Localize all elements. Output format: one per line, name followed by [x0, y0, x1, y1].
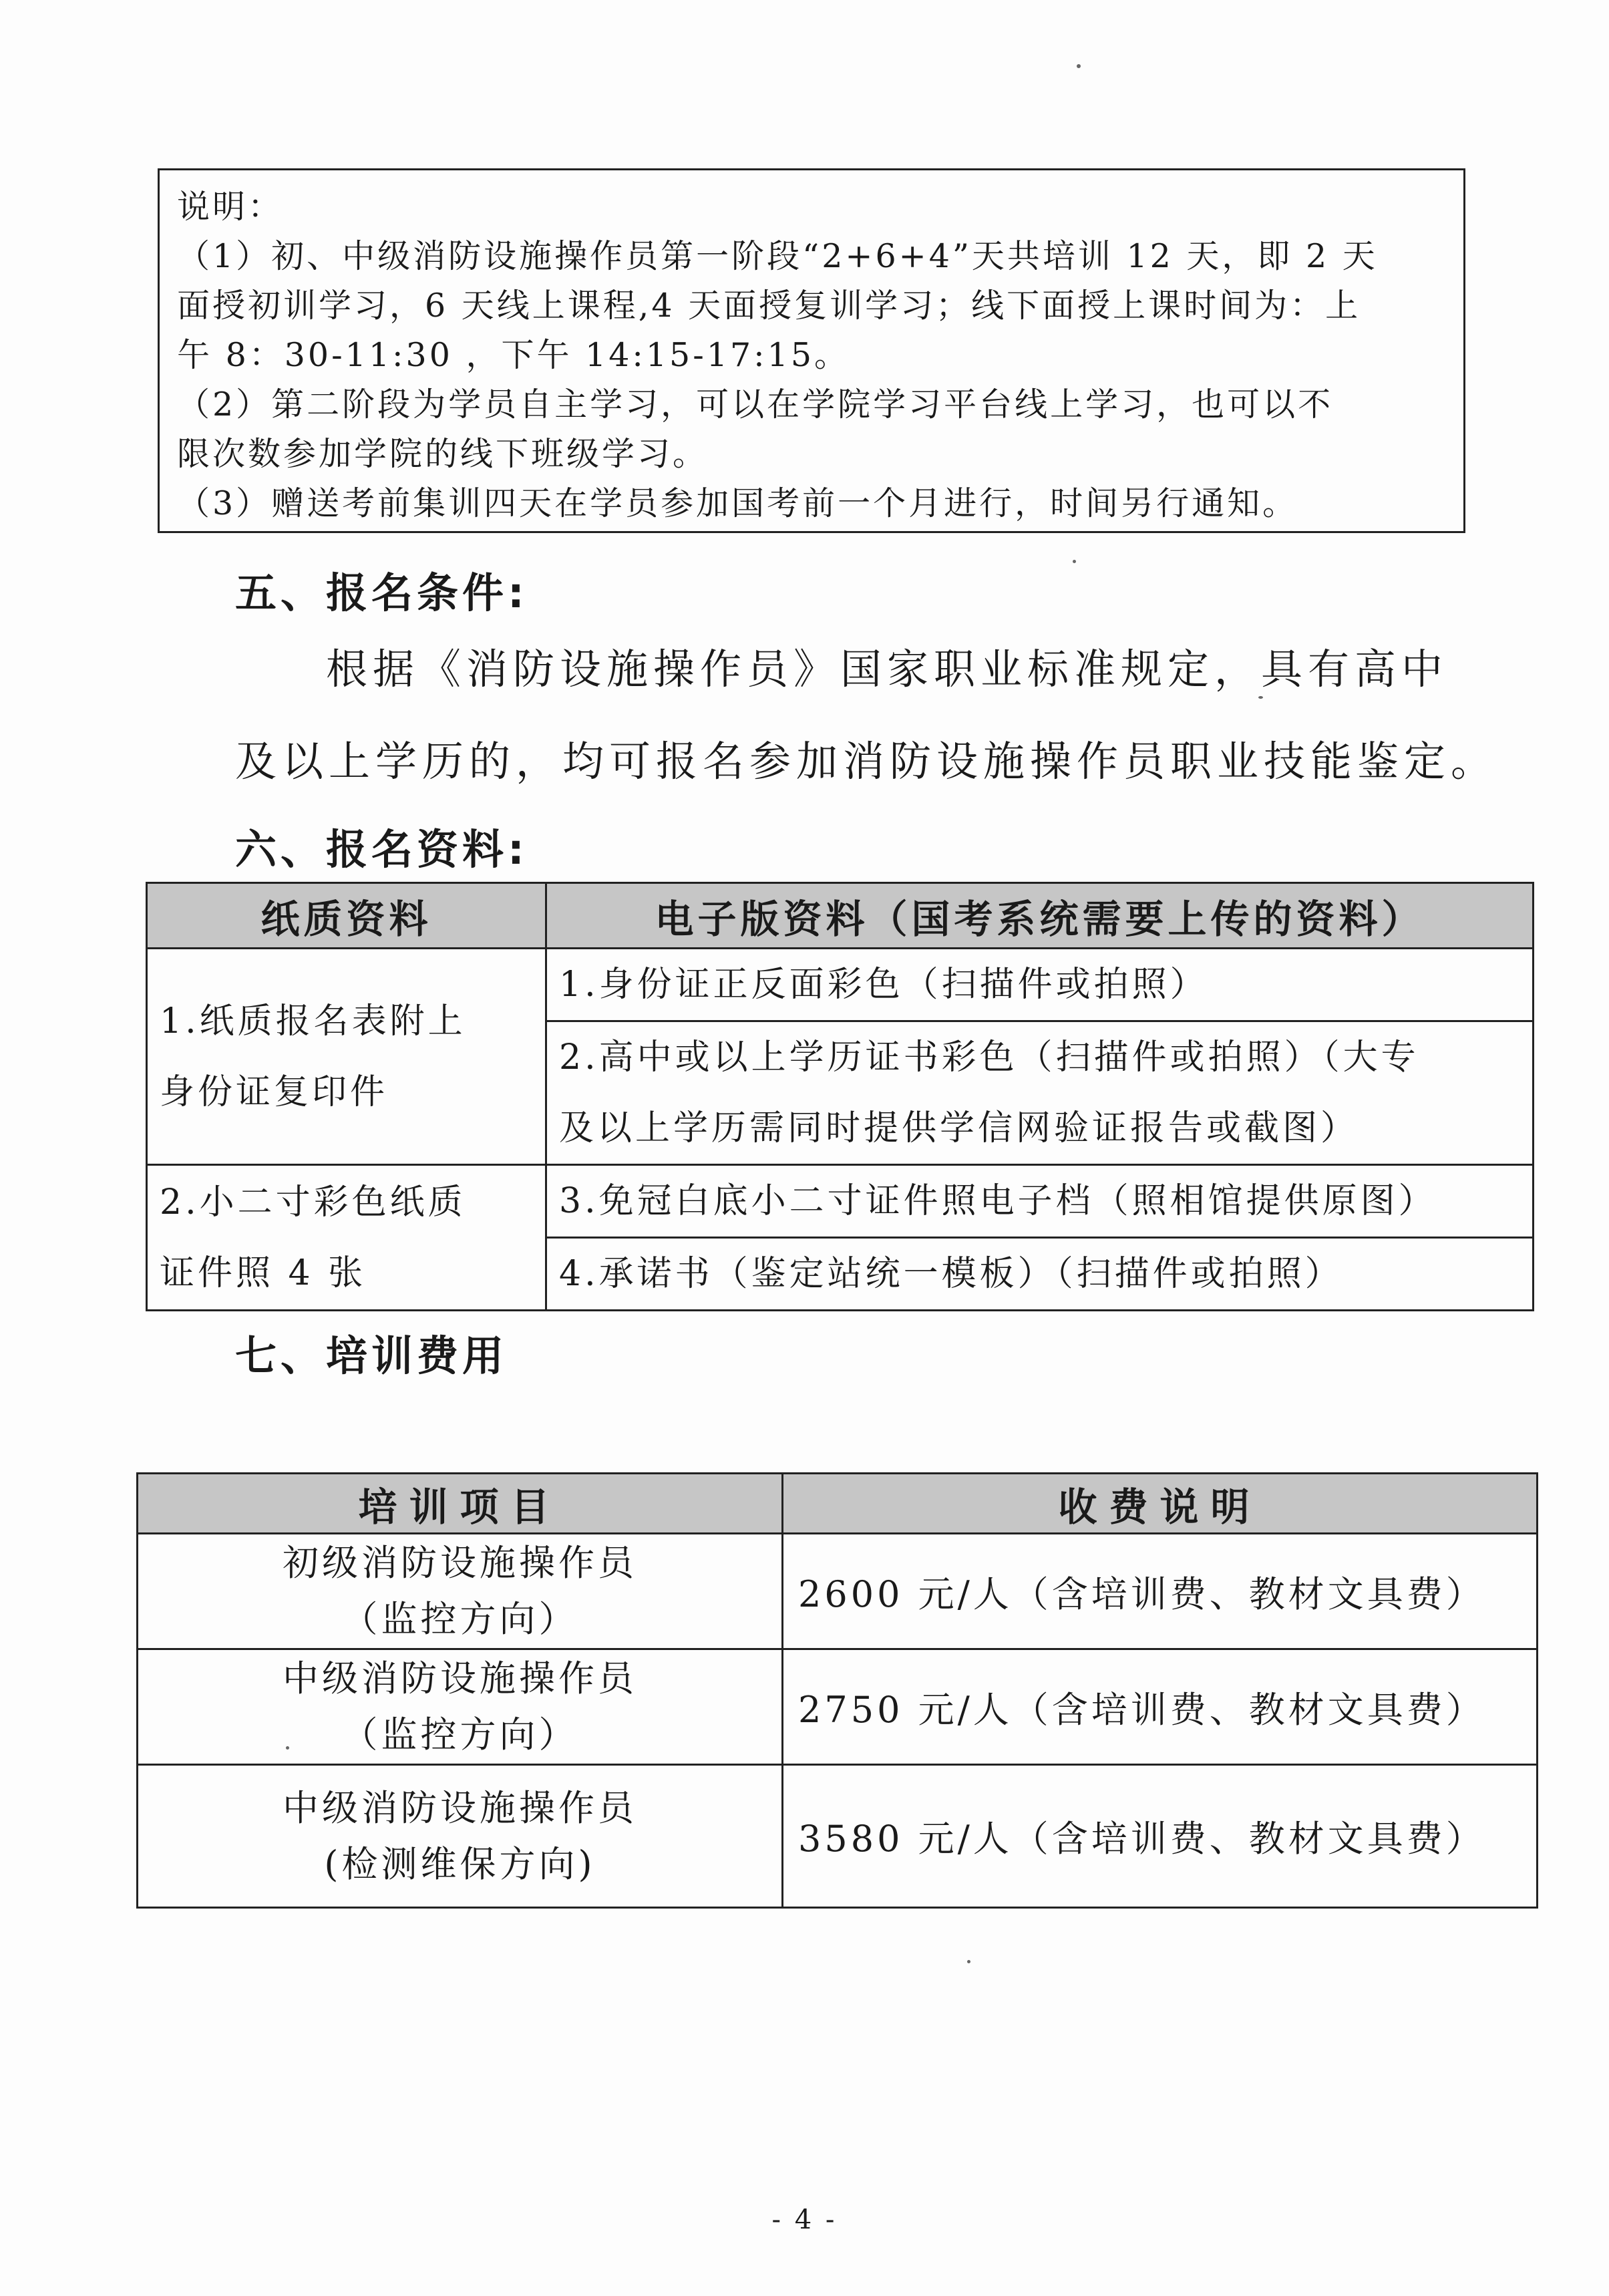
training-item-direction: (检测维保方向): [324, 1842, 596, 1885]
training-item-direction: （监控方向）: [341, 1598, 578, 1640]
scan-speck: [1073, 560, 1076, 563]
training-item-direction: （监控方向）: [341, 1713, 578, 1756]
scan-speck: [286, 1746, 289, 1750]
cell-line: 2.小二寸彩色纸质: [160, 1182, 466, 1222]
note-line: 面授初训学习，6 天线上课程,4 天面授复训学习；线下面授上课时间为：上: [177, 287, 1361, 325]
scan-speck: [967, 1960, 970, 1963]
fee-cell: 2750 元/人（含培训费、教材文具费）: [783, 1649, 1538, 1765]
column-header: 纸质资料: [147, 883, 546, 949]
cell-line: 及以上学历需同时提供学信网验证报告或截图）: [559, 1108, 1359, 1148]
note-title: 说明：: [177, 188, 284, 226]
column-header: 培训项目: [138, 1474, 783, 1534]
paper-material-cell: [147, 949, 546, 1165]
table-row: [138, 1649, 1538, 1765]
section5-paragraph-line: 及以上学历的，均可报名参加消防设施操作员职业技能鉴定。: [235, 737, 1498, 786]
paper-material-cell: [147, 1165, 546, 1311]
fee-cell: 3580 元/人（含培训费、教材文具费）: [783, 1765, 1538, 1908]
cell-line: 身份证复印件: [160, 1072, 389, 1112]
materials-table: [146, 882, 1534, 1311]
note-line: （1）初、中级消防设施操作员第一阶段“2+6+4”天共培训 12 天，即 2 天: [177, 237, 1378, 275]
cell-line: 1.纸质报名表附上: [160, 1001, 466, 1041]
section5-paragraph-line: 根据《消防设施操作员》国家职业标准规定，具有高中: [326, 645, 1449, 693]
training-item-cell: [138, 1649, 783, 1765]
note-line: 午 8：30-11:30 ，下午 14:15-17:15。: [177, 336, 850, 374]
note-line: （2）第二阶段为学员自主学习，可以在学院学习平台线上学习，也可以不: [177, 385, 1334, 424]
scan-speck: [1258, 696, 1263, 699]
section7-heading: 七、培训费用: [235, 1331, 508, 1380]
training-item-cell: [138, 1534, 783, 1649]
training-item-cell: [138, 1765, 783, 1908]
section5-heading: 五、报名条件:: [235, 568, 528, 617]
training-item-name: 中级消防设施操作员: [283, 1786, 637, 1829]
fees-table: [136, 1472, 1538, 1909]
section6-heading: 六、报名资料:: [235, 825, 528, 874]
training-item-name: 中级消防设施操作员: [283, 1657, 637, 1699]
table-row: [147, 949, 1534, 1021]
electronic-material-cell: 1.身份证正反面彩色（扫描件或拍照）: [546, 949, 1534, 1021]
note-line: 限次数参加学院的线下班级学习。: [177, 435, 709, 473]
note-line: （3）赠送考前集训四天在学员参加国考前一个月进行，时间另行通知。: [177, 484, 1298, 522]
fee-cell: 2600 元/人（含培训费、教材文具费）: [783, 1534, 1538, 1649]
training-item-name: 初级消防设施操作员: [283, 1542, 637, 1584]
electronic-material-cell: 4.承诺书（鉴定站统一模板）（扫描件或拍照）: [546, 1238, 1534, 1311]
page-number: - 4 -: [771, 2204, 838, 2235]
table-row: [147, 1165, 1534, 1238]
table-row: [138, 1534, 1538, 1649]
table-header-row: [147, 883, 1534, 949]
electronic-material-cell: 3.免冠白底小二寸证件照电子档（照相馆提供原图）: [546, 1165, 1534, 1238]
note-box: [158, 168, 1465, 533]
electronic-material-cell: [546, 1021, 1534, 1165]
table-header-row: [138, 1474, 1538, 1534]
column-header: 收费说明: [783, 1474, 1538, 1534]
table-row: [138, 1765, 1538, 1908]
scan-speck: [1077, 64, 1081, 68]
cell-line: 2.高中或以上学历证书彩色（扫描件或拍照）（大专: [559, 1037, 1419, 1078]
column-header: 电子版资料（国考系统需要上传的资料）: [546, 883, 1534, 949]
cell-line: 证件照 4 张: [160, 1253, 367, 1293]
